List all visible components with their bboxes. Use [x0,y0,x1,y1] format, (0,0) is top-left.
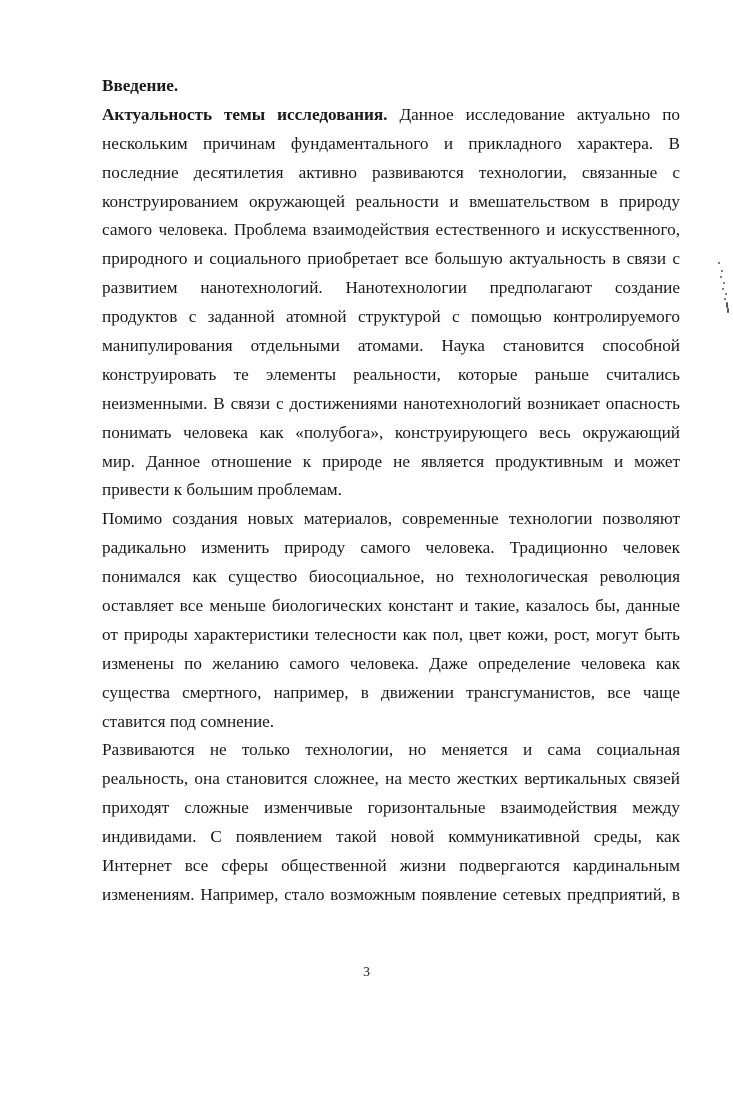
paragraph-line: понимать человека как «полубога», конструирующего весь окружающий [102,422,680,442]
paragraph-line: изменениям. Например, стало возможным появление сетевых предприятий, в [102,884,680,904]
paragraph-line: Помимо создания новых материалов, современные технологии позволяют [102,509,680,529]
subsection-title: Актуальность темы исследования. [102,104,388,124]
paragraph-line: развитием нанотехнологий. Нанотехнологии предполагают создание [102,278,680,298]
paragraph-line: оставляет все меньше биологических констант и такие, казалось бы, данные [102,596,680,616]
paragraph-line: изменены по желанию самого человека. Даже определение человека как [102,653,680,673]
paragraph-line: мир. Данное отношение к природе не является продуктивным и может [102,451,680,471]
paragraph-line: неизменными. В связи с достижениями нанотехнологий возникает опасность [102,393,680,413]
paragraph-line: приходят сложные изменчивые горизонтальные взаимодействия между [102,798,680,818]
scan-noise-mark [717,260,729,320]
paragraph-line: конструированием окружающей реальности и вмешательством в природу [102,191,680,211]
paragraph-line: продуктов с заданной атомной структурой с помощью контролируемого [102,307,680,327]
section-heading: Введение. [102,76,179,95]
paragraph-line: нескольким причинам фундаментального и прикладного характера. В [102,133,680,153]
paragraph-line-text: Данное исследование актуально по [399,104,680,124]
paragraph-line: реальность, она становится сложнее, на место жестких вертикальных связей [102,769,680,789]
paragraph-line: Развиваются не только технологии, но меняется и сама социальная [102,740,680,760]
paragraph-line: конструировать те элементы реальности, которые раньше считались [102,364,680,384]
page-number: 3 [363,965,370,980]
paragraph-line: радикально изменить природу самого человека. Традиционно человек [102,538,680,558]
paragraph-line: существа смертного, например, в движении трансгуманистов, все чаще [102,682,680,702]
paragraph-line: самого человека. Проблема взаимодействия естественного и искусственного, [102,220,680,240]
paragraph-line: последние десятилетия активно развиваются технологии, связанные с [102,162,680,182]
paragraph-line: понимался как существо биосоциальное, но технологическая революция [102,567,680,587]
paragraph-line: Интернет все сферы общественной жизни подвергаются кардинальным [102,856,680,876]
paragraph-line: манипулирования отдельными атомами. Наука становится способной [102,336,680,356]
document-page [102,72,680,910]
paragraph-line-first [102,101,680,130]
paragraph-line: ставится под сомнение. [102,711,275,731]
body-text [102,130,680,910]
paragraph-line: привести к большим проблемам. [102,480,342,500]
paragraph-line: индивидами. С появлением такой новой коммуникативной среды, как [102,827,680,847]
paragraph-line: от природы характеристики телесности как пол, цвет кожи, рост, могут быть [102,624,680,644]
paragraph-line: природного и социального приобретает все большую актуальность в связи с [102,249,680,269]
